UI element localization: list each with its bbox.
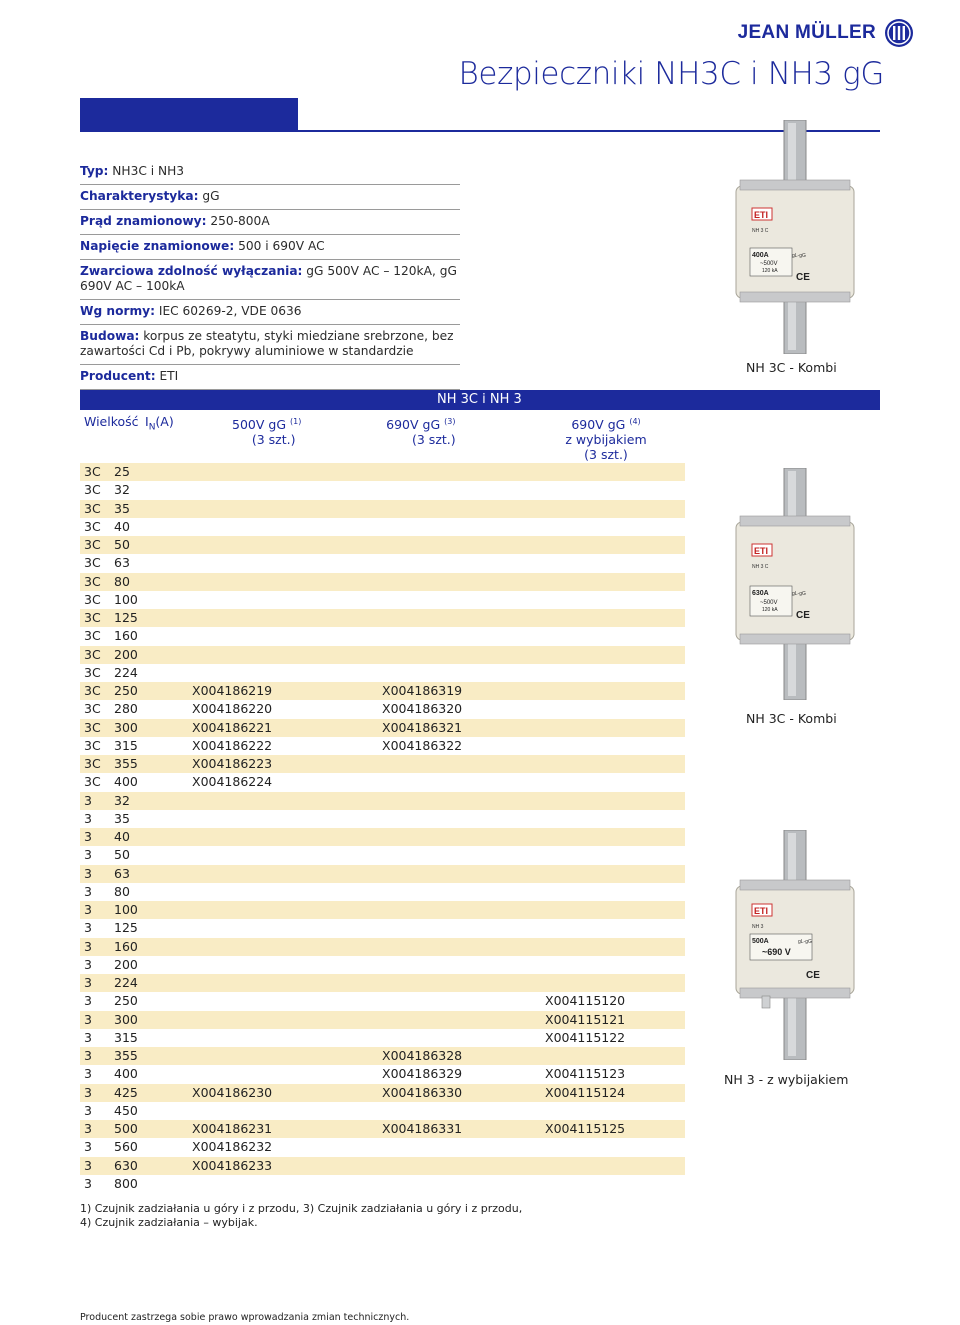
cell-current: 35: [114, 500, 130, 516]
cell-690v-code: X004186319: [382, 683, 463, 698]
cell-current: 355: [114, 1048, 138, 1063]
cell-current: 40: [114, 829, 130, 844]
cell-690v-code: X004186321: [382, 719, 463, 735]
col-header-500v: 500V gG $^{(1)}$ (3 szt.): [232, 417, 302, 448]
table-row: [80, 828, 685, 846]
spec-rated-voltage: Napięcie znamionowe: 500 i 690V AC: [80, 235, 460, 260]
cell-size: 3C: [84, 701, 101, 717]
disclaimer: Producent zastrzega sobie prawo wprowadzania zmian technicznych.: [80, 1312, 410, 1323]
cell-size: 3C: [84, 518, 101, 534]
cell-current: 315: [114, 1029, 138, 1045]
cell-current: 800: [114, 1175, 138, 1191]
table-row: [80, 1102, 685, 1120]
cell-size: 3C: [84, 737, 101, 753]
cell-690v-striker-code: X004115123: [545, 1066, 626, 1082]
cell-size: 3C: [84, 628, 101, 644]
cell-size: 3: [84, 975, 92, 990]
table-row: [80, 682, 685, 700]
cell-size: 3: [84, 1084, 92, 1100]
table-row: [80, 956, 685, 974]
cell-690v-code: X004186322: [382, 737, 463, 753]
table-row: [80, 773, 685, 791]
cell-current: 32: [114, 792, 130, 808]
svg-text:gL-gG: gL-gG: [798, 939, 812, 945]
table-row: [80, 992, 685, 1010]
svg-text:~690 V: ~690 V: [762, 947, 791, 957]
cell-690v-striker-code: X004115122: [545, 1029, 626, 1045]
cell-size: 3: [84, 902, 92, 917]
cell-current: 355: [114, 756, 138, 771]
cell-current: 80: [114, 883, 130, 899]
fuse-photo-nh3c-kombi-2: [732, 468, 858, 700]
cell-size: 3C: [84, 610, 101, 625]
cell-size: 3: [84, 883, 92, 899]
svg-text:120 kA: 120 kA: [762, 268, 778, 274]
cell-size: 3C: [84, 464, 101, 479]
fuse-photo-nh3c-kombi-1: [732, 120, 858, 354]
jean-muller-logo-icon: [884, 18, 914, 48]
table-row: [80, 591, 685, 609]
svg-text:ETI: ETI: [754, 906, 769, 916]
cell-current: 250: [114, 683, 138, 698]
cell-size: 3: [84, 810, 92, 826]
cell-current: 224: [114, 975, 138, 990]
table-row: [80, 883, 685, 901]
table-row: [80, 1138, 685, 1156]
svg-text:~500V: ~500V: [760, 261, 778, 267]
brand-logo-group: [738, 18, 914, 48]
table-row: [80, 846, 685, 864]
cell-500v-code: X004186224: [192, 774, 273, 790]
table-row: [80, 919, 685, 937]
cell-current: 280: [114, 701, 138, 717]
cell-690v-code: X004186330: [382, 1084, 463, 1100]
table-row: [80, 609, 685, 627]
cell-current: 50: [114, 847, 130, 863]
cell-current: 50: [114, 537, 130, 552]
cell-size: 3C: [84, 756, 101, 771]
cell-500v-code: X004186219: [192, 683, 273, 698]
cell-size: 3: [84, 829, 92, 844]
cell-current: 300: [114, 719, 138, 735]
cell-size: 3: [84, 1066, 92, 1082]
photo-caption-2: NH 3C - Kombi: [746, 711, 837, 726]
col-header-690v: 690V gG $^{(3)}$ (3 szt.): [386, 417, 456, 448]
cell-500v-code: X004186223: [192, 756, 273, 771]
svg-text:ETI: ETI: [754, 210, 769, 220]
svg-text:120 kA: 120 kA: [762, 607, 778, 613]
cell-690v-striker-code: X004115125: [545, 1121, 626, 1136]
cell-current: 450: [114, 1102, 138, 1118]
cell-current: 224: [114, 664, 138, 680]
svg-text:CE: CE: [796, 272, 810, 283]
cell-current: 100: [114, 591, 138, 607]
cell-current: 400: [114, 1066, 138, 1082]
spec-manufacturer: Producent: ETI: [80, 365, 460, 390]
table-row: [80, 755, 685, 773]
cell-current: 160: [114, 628, 138, 644]
cell-690v-striker-code: X004115124: [545, 1084, 626, 1100]
svg-text:630A: 630A: [752, 590, 769, 597]
table-row: [80, 719, 685, 737]
spec-list: [80, 160, 460, 390]
table-row: [80, 554, 685, 572]
svg-text:500A: 500A: [752, 938, 769, 945]
cell-size: 3C: [84, 573, 101, 589]
cell-size: 3: [84, 938, 92, 954]
cell-size: 3C: [84, 664, 101, 680]
table-row: [80, 627, 685, 645]
cell-size: 3: [84, 1011, 92, 1027]
fuse-photo-nh3-striker: [732, 830, 858, 1060]
cell-current: 300: [114, 1011, 138, 1027]
spec-standard: Wg normy: IEC 60269-2, VDE 0636: [80, 300, 460, 325]
spec-type: Typ: NH3C i NH3: [80, 160, 460, 185]
cell-500v-code: X004186222: [192, 737, 273, 753]
cell-size: 3: [84, 1048, 92, 1063]
table-row: [80, 1065, 685, 1083]
cell-690v-code: X004186331: [382, 1121, 463, 1136]
svg-text:~500V: ~500V: [760, 600, 778, 606]
table-row: [80, 481, 685, 499]
cell-size: 3C: [84, 591, 101, 607]
cell-size: 3: [84, 1029, 92, 1045]
cell-current: 500: [114, 1121, 138, 1136]
cell-current: 63: [114, 865, 130, 881]
table-row: [80, 1157, 685, 1175]
cell-690v-code: X004186320: [382, 701, 463, 717]
table-row: [80, 463, 685, 481]
col-header-current: $I_N(A)$: [145, 414, 174, 433]
svg-text:NH 3 C: NH 3 C: [752, 228, 769, 234]
cell-500v-code: X004186220: [192, 701, 273, 717]
spec-construction: Budowa: korpus ze steatytu, styki miedziane srebrzone, bez zawartości Cd i Pb, pokrywy aluminiowe w standardzie: [80, 325, 460, 365]
table-row: [80, 901, 685, 919]
svg-text:NH 3: NH 3: [752, 924, 764, 930]
cell-500v-code: X004186231: [192, 1121, 273, 1136]
cell-current: 125: [114, 610, 138, 625]
table-row: [80, 810, 685, 828]
cell-690v-code: X004186328: [382, 1048, 463, 1063]
cell-500v-code: X004186232: [192, 1139, 273, 1155]
cell-500v-code: X004186230: [192, 1084, 273, 1100]
table-row: [80, 737, 685, 755]
svg-text:gL-gG: gL-gG: [792, 591, 806, 597]
cell-690v-striker-code: X004115121: [545, 1011, 626, 1027]
brand-name: JEAN MÜLLER: [737, 22, 876, 43]
cell-current: 63: [114, 555, 130, 571]
cell-current: 80: [114, 573, 130, 589]
cell-size: 3: [84, 920, 92, 936]
cell-current: 32: [114, 482, 130, 498]
svg-text:ETI: ETI: [754, 546, 769, 556]
table-row: [80, 1029, 685, 1047]
table-row: [80, 500, 685, 518]
cell-current: 630: [114, 1157, 138, 1173]
table-row: [80, 1084, 685, 1102]
table-row: [80, 1011, 685, 1029]
cell-size: 3C: [84, 646, 101, 662]
spec-rated-current: Prąd znamionowy: 250-800A: [80, 210, 460, 235]
svg-text:CE: CE: [806, 970, 820, 981]
cell-size: 3: [84, 865, 92, 881]
cell-690v-striker-code: X004115120: [545, 993, 626, 1009]
header-accent-bar: [80, 98, 298, 130]
cell-size: 3: [84, 993, 92, 1009]
cell-current: 125: [114, 920, 138, 936]
cell-size: 3: [84, 847, 92, 863]
cell-size: 3: [84, 1157, 92, 1173]
cell-size: 3: [84, 1121, 92, 1136]
cell-size: 3C: [84, 555, 101, 571]
cell-current: 200: [114, 956, 138, 972]
table-row: [80, 664, 685, 682]
cell-size: 3: [84, 956, 92, 972]
cell-current: 560: [114, 1139, 138, 1155]
cell-current: 400: [114, 774, 138, 790]
photo-caption-3: NH 3 - z wybijakiem: [724, 1072, 849, 1087]
page-title: Bezpieczniki NH3C i NH3 gG: [458, 56, 884, 92]
svg-text:gL-gG: gL-gG: [792, 253, 806, 259]
table-row: [80, 792, 685, 810]
col-header-size: Wielkość: [84, 414, 139, 429]
table-row: [80, 974, 685, 992]
cell-500v-code: X004186221: [192, 719, 273, 735]
cell-size: 3: [84, 1175, 92, 1191]
fuse-table: [80, 463, 685, 1193]
group-header-label: NH 3C i NH 3: [437, 392, 522, 407]
cell-size: 3C: [84, 683, 101, 698]
table-group-header: [80, 390, 880, 410]
cell-current: 100: [114, 902, 138, 917]
svg-text:NH 3 C: NH 3 C: [752, 564, 769, 570]
table-row: [80, 573, 685, 591]
cell-current: 160: [114, 938, 138, 954]
cell-size: 3C: [84, 482, 101, 498]
table-row: [80, 700, 685, 718]
svg-text:400A: 400A: [752, 252, 769, 259]
cell-size: 3: [84, 1102, 92, 1118]
cell-size: 3C: [84, 774, 101, 790]
table-row: [80, 536, 685, 554]
spec-breaking-capacity: Zwarciowa zdolność wyłączania: gG 500V AC – 120kA, gG 690V AC – 100kA: [80, 260, 460, 300]
cell-size: 3C: [84, 719, 101, 735]
cell-current: 425: [114, 1084, 138, 1100]
col-header-690v-striker: 690V gG $^{(4)}$ z wybijakiem (3 szt.): [565, 417, 647, 463]
page-title-row: [459, 56, 885, 92]
cell-size: 3: [84, 1139, 92, 1155]
photo-caption-1: NH 3C - Kombi: [746, 360, 837, 375]
spec-characteristic: Charakterystyka: gG: [80, 185, 460, 210]
table-row: [80, 1047, 685, 1065]
table-row: [80, 1175, 685, 1193]
table-row: [80, 938, 685, 956]
cell-size: 3C: [84, 537, 101, 552]
svg-text:CE: CE: [796, 610, 810, 621]
cell-500v-code: X004186233: [192, 1157, 273, 1173]
cell-current: 35: [114, 810, 130, 826]
cell-690v-code: X004186329: [382, 1066, 463, 1082]
table-row: [80, 518, 685, 536]
footnote: 1) Czujnik zadziałania u góry i z przodu, 3) Czujnik zadziałania u góry i z przodu, 4) Czujnik zadziałania – wybijak.: [80, 1202, 523, 1229]
cell-current: 25: [114, 464, 130, 479]
cell-current: 250: [114, 993, 138, 1009]
table-row: [80, 646, 685, 664]
table-row: [80, 1120, 685, 1138]
cell-current: 40: [114, 518, 130, 534]
cell-current: 315: [114, 737, 138, 753]
table-row: [80, 865, 685, 883]
cell-size: 3C: [84, 500, 101, 516]
cell-current: 200: [114, 646, 138, 662]
cell-size: 3: [84, 792, 92, 808]
